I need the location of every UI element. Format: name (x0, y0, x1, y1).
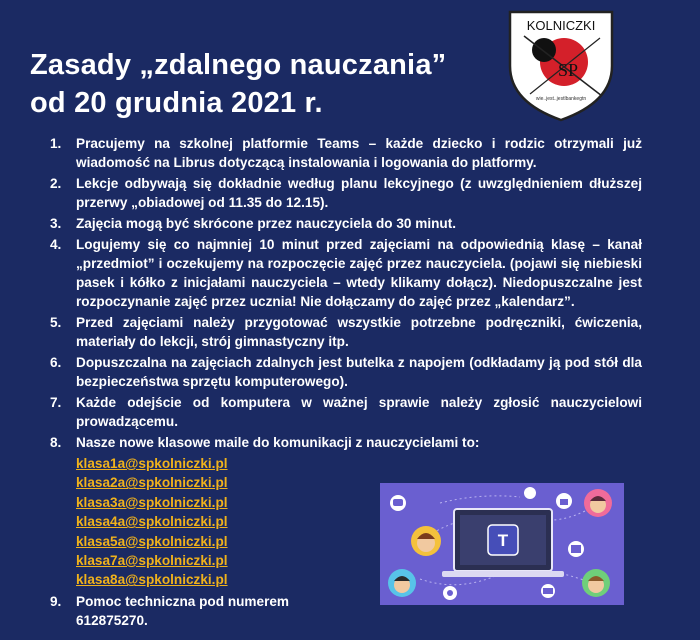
rule-item (50, 134, 642, 172)
email-link-4a[interactable]: klasa4a@spkolniczki.pl (76, 514, 228, 530)
title-line-2: od 20 grudnia 2021 r. (30, 87, 323, 119)
page-title (30, 46, 446, 122)
logo-name: KOLNICZKI (526, 18, 596, 33)
rule-item (50, 214, 642, 233)
mail-icon (541, 584, 555, 598)
rule-text: Zajęcia mogą być skrócone przez nauczyciela do 30 minut. (76, 216, 457, 231)
rule-number: 7. (50, 395, 62, 410)
rule-text: Lekcje odbywają się dokładnie według planu lekcyjnego (z uwzględnieniem dłuższej przerwy „obiadowej od 11.35 do 12.15). (76, 176, 642, 210)
rule-number: 5. (50, 315, 62, 330)
teams-logo-icon (488, 525, 518, 555)
rule-number: 2. (50, 176, 62, 191)
settings-icon (443, 586, 457, 600)
email-link-5a[interactable]: klasa5a@spkolniczki.pl (76, 533, 228, 549)
logo-initials: SP (557, 60, 579, 80)
document-icon (524, 487, 536, 499)
email-link-7a[interactable]: klasa7a@spkolniczki.pl (76, 553, 228, 569)
email-link-1a[interactable]: klasa1a@spkolniczki.pl (76, 456, 228, 471)
rule-text: Dopuszczalna na zajęciach zdalnych jest butelka z napojem (odkładamy ją pod stół dla bezpieczeństwa sprzętu komputerowego). (76, 355, 642, 389)
rule-text: Logujemy się co najmniej 10 minut przed zajęciami na odpowiednią klasę – kanał „przedmiot” i oczekujemy na rozpoczęcie zajęć przez nauczyciela. (pojawi się niebieski pasek i kółko z inicjałami nauczyciela – wtedy klikamy dołącz). Niedopuszczalne jest rozpoczynanie zajęć przez ucznia! Nie dołączamy do zajęć przez „kalendarz”. (76, 237, 642, 309)
rule-text: Pracujemy na szkolnej platformie Teams – każde dziecko i rodzic otrzymali już wiadomość na Librus dotyczącą instalowania i logowania do platformy. (76, 136, 642, 170)
rule-item (50, 393, 642, 431)
email-link-2a[interactable]: klasa2a@spkolniczki.pl (76, 475, 228, 491)
avatar-woman-icon (411, 526, 441, 556)
teams-logo-letter: T (497, 531, 509, 550)
logo-motto: wie..jest..jestlbankegtn (535, 96, 587, 102)
email-link-3a[interactable]: klasa3a@spkolniczki.pl (76, 494, 228, 510)
calendar-icon (568, 541, 584, 557)
rule-number: 6. (50, 355, 62, 370)
rule-item (50, 353, 642, 391)
avatar-man-icon (388, 569, 416, 597)
rule-number: 8. (50, 435, 62, 450)
rule-number: 3. (50, 216, 62, 231)
rule-text: Przed zajęciami należy przygotować wszystkie potrzebne podręczniki, ćwiczenia, materiały do lekcji, strój gimnastyczny itp. (76, 315, 642, 349)
rule-text: Każde odejście od komputera w ważnej sprawie należy zgłosić nauczycielowi prowadzącemu. (76, 395, 642, 429)
teams-illustration (380, 483, 624, 605)
avatar-pink-icon (584, 489, 612, 517)
rule-text: Pomoc techniczna pod numerem 612875270. (76, 593, 290, 628)
rule-text: Nasze nowe klasowe maile do komunikacji z nauczycielami to: (76, 435, 480, 450)
like-icon (556, 493, 572, 509)
school-logo (502, 4, 620, 122)
rule-number: 4. (50, 237, 62, 252)
rule-item (50, 235, 642, 311)
title-line-1: Zasady „zdalnego nauczania” (30, 49, 447, 81)
rule-item (50, 313, 642, 351)
rule-number: 1. (50, 136, 62, 151)
email-link-8a[interactable]: klasa8a@spkolniczki.pl (76, 572, 228, 588)
avatar-green-icon (582, 569, 610, 597)
rule-number: 9. (50, 593, 62, 609)
chat-icon (390, 495, 406, 511)
rule-item (50, 174, 642, 212)
